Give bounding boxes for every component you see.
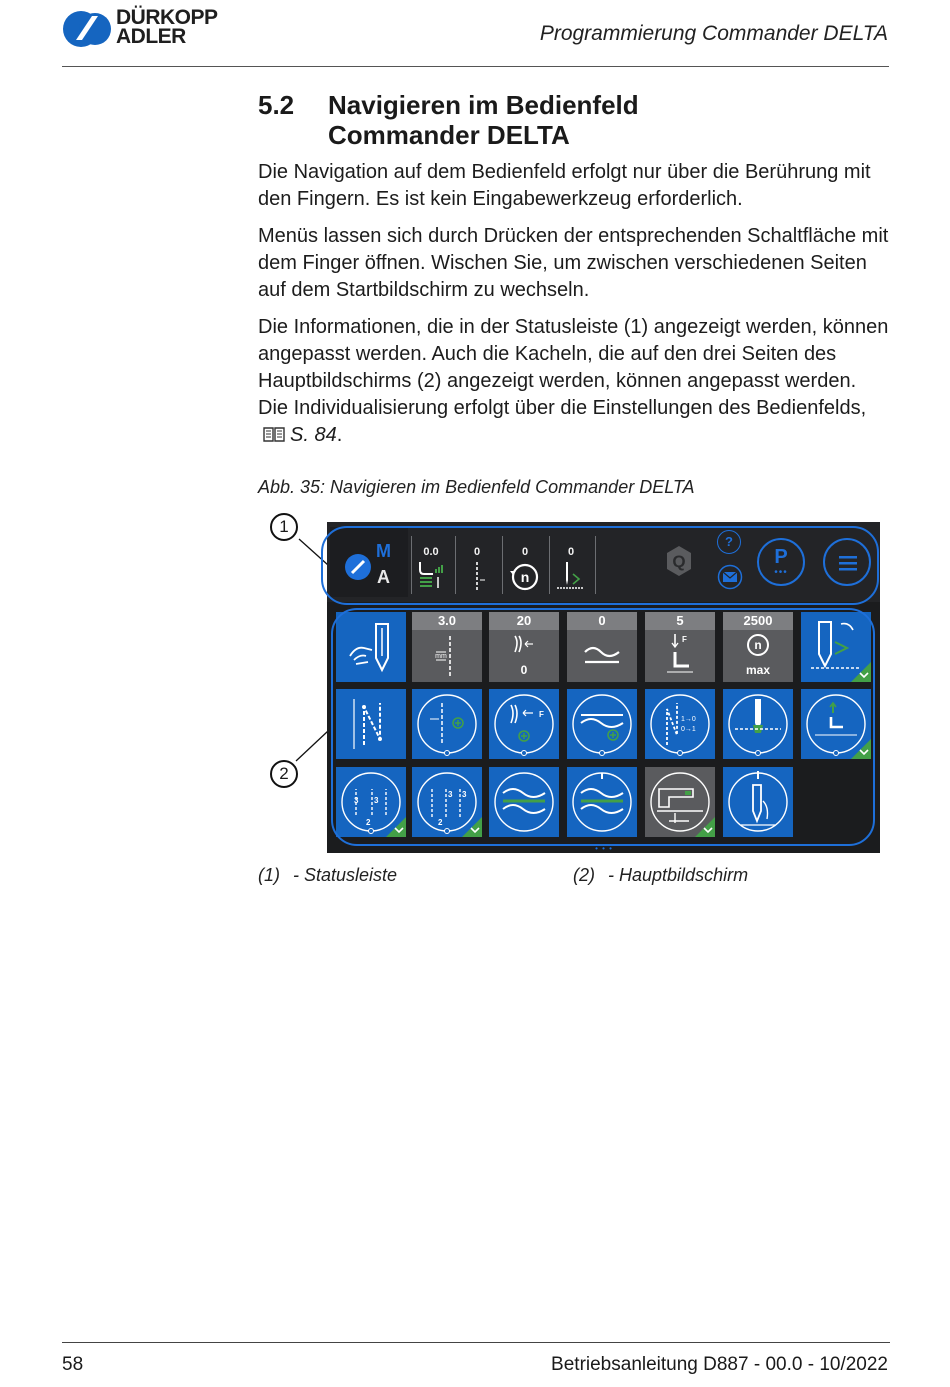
svg-text:F: F [539, 710, 544, 719]
status-value-stitch: 0.0 [423, 546, 439, 558]
svg-text:3: 3 [462, 790, 467, 799]
tile-foot-pressure-value: 5 [645, 612, 715, 630]
tile-tension-value: 0 [567, 612, 637, 630]
section-number: 5.2 [258, 90, 295, 120]
callout-2: 2 [270, 760, 298, 788]
svg-text:n: n [520, 569, 530, 585]
svg-text:3: 3 [354, 796, 359, 805]
section-title [328, 90, 728, 150]
paragraph-navigation: Die Navigation auf dem Bedienfeld erfolgt nur über die Berührung mit den Fingern. Es ist kein Eingabewerkzeug erforderlich. [258, 161, 871, 210]
page-number: 58 [62, 1354, 84, 1375]
paragraph-customization-text: Die Informationen, die in der Statusleiste (1) angezeigt werden, können angepasst werden. Auch die Kacheln, die auf den drei Seiten des Hauptbildschirms (2) angezeigt werden, können angepasst werden. Die Individualisierung erfolgt über die Einstellungen des Bedienfelds, [258, 316, 889, 419]
program-letter: P [774, 546, 788, 568]
tile-max-speed-sub: max [745, 663, 771, 677]
mode-auto-label: A [377, 567, 390, 587]
tile-backtack-sub: 0 [520, 663, 528, 677]
legend-number-2: (2) [573, 865, 595, 885]
status-bar-highlight [321, 526, 879, 605]
svg-text:mm: mm [435, 653, 447, 660]
legend-text-1: - Statusleiste [293, 865, 398, 885]
program-dots: ••• [774, 567, 788, 578]
tile-stitch-length-value: 3.0 [412, 612, 482, 630]
help-button[interactable]: ? [717, 530, 741, 554]
status-value-seam: 0 [473, 546, 481, 558]
svg-text:0→1: 0→1 [681, 726, 696, 733]
brand-wordmark [116, 8, 218, 46]
main-screen-highlight [331, 608, 875, 846]
svg-text:Q: Q [672, 552, 686, 571]
svg-text:2: 2 [438, 818, 443, 827]
mode-manual-label: M [376, 541, 391, 561]
header-title: Programmierung Commander DELTA [539, 22, 888, 45]
legend-text-2: - Hauptbildschirm [608, 865, 749, 885]
status-value-needle: 0 [567, 546, 575, 558]
legend-number-1: (1) [258, 865, 280, 885]
svg-text:3: 3 [448, 790, 453, 799]
brand-line2: ADLER [116, 25, 186, 48]
svg-text:3: 3 [374, 796, 379, 805]
duerkopp-adler-logo-icon [62, 10, 112, 48]
figure-caption: Abb. 35: Navigieren im Bedienfeld Commander DELTA [258, 477, 695, 497]
book-reference-icon [262, 425, 286, 443]
status-value-speed: 0 [521, 546, 529, 558]
commander-delta-screen [327, 522, 880, 853]
callout-1: 1 [270, 513, 298, 541]
legend-item-status-bar [258, 865, 397, 886]
brand-line1: DÜRKOPP [116, 6, 218, 29]
tile-backtack-value: 20 [489, 612, 559, 630]
svg-text:1→0: 1→0 [681, 716, 696, 723]
page-reference-link[interactable]: S. 84 [290, 424, 337, 446]
paragraph-end: . [336, 424, 343, 446]
svg-text:n: n [754, 638, 762, 652]
section-title-line1: Navigieren im Bedienfeld [328, 90, 639, 120]
paragraph-customization [258, 314, 890, 449]
svg-text:2: 2 [366, 818, 371, 827]
section-title-line2: Commander DELTA [328, 120, 570, 150]
paragraph-menus: Menüs lassen sich durch Drücken der entsprechenden Schaltfläche mit dem Finger öffnen. Wischen Sie, um zwischen verschiedenen Seiten auf dem Startbildschirm zu wechseln. [258, 225, 889, 301]
document-id: Betriebsanleitung D887 - 00.0 - 10/2022 [551, 1354, 888, 1375]
legend-item-main-screen [573, 865, 748, 886]
svg-text:F: F [682, 635, 687, 644]
tile-max-speed-value: 2500 [723, 612, 793, 630]
header-divider [62, 66, 889, 67]
footer-divider [62, 1342, 890, 1343]
page-indicator[interactable]: • • • [595, 844, 613, 853]
